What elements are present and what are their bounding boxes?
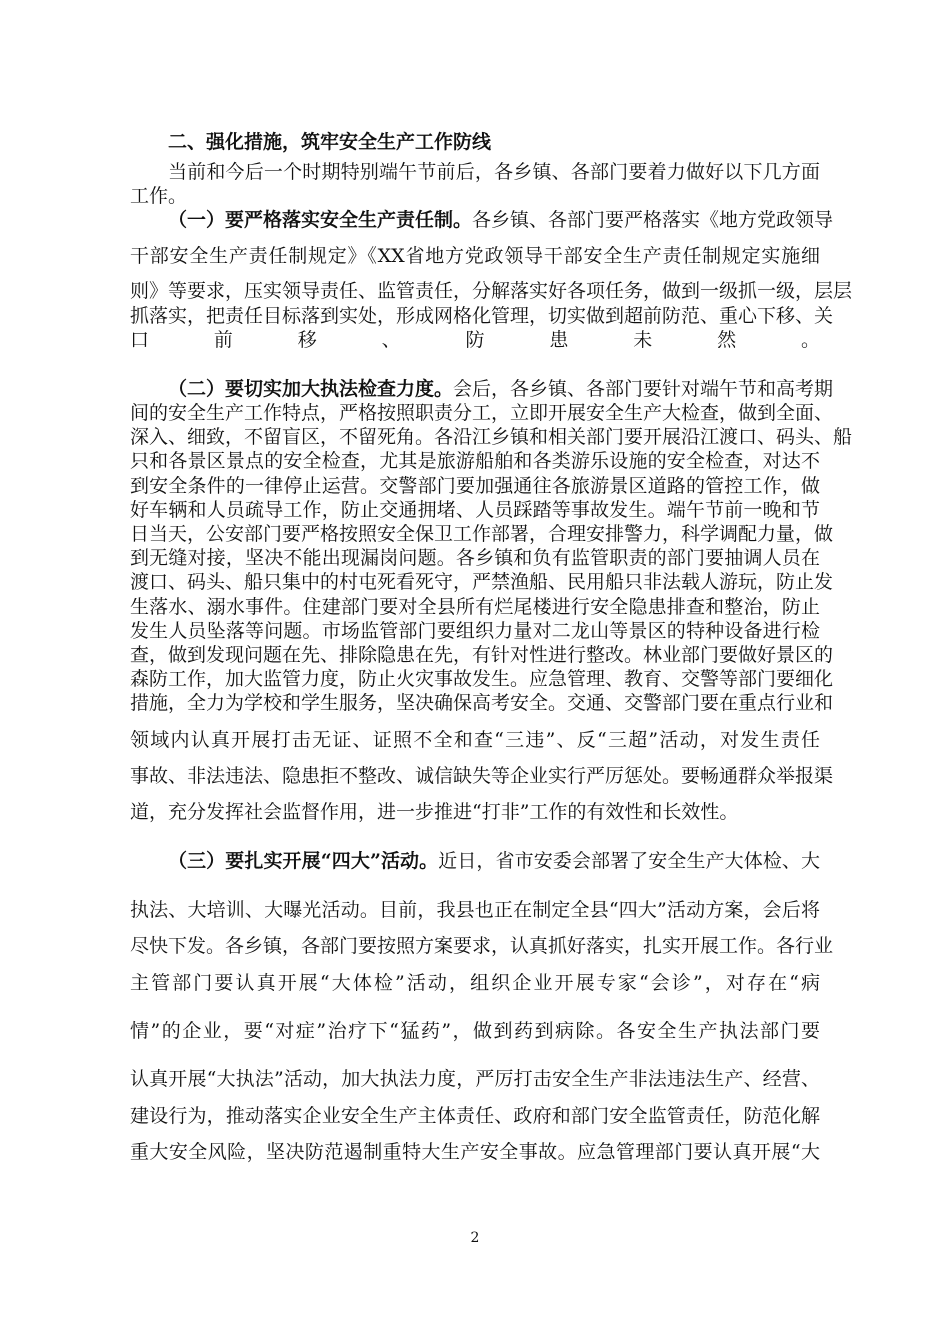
section2-line: 间的安全生产工作特点，严格按照职责分工，立即开展安全生产大检查，做到全面、 [130, 402, 834, 424]
section2-line: 日当天，公安部门要严格按照安全保卫工作部署，合理安排警力，科学调配力量，做 [130, 523, 834, 545]
section3-line: 尽快下发。各乡镇，各部门要按照方案要求，认真抓好落实，扎实开展工作。各行业 [130, 935, 834, 957]
section2-line: 发生人员坠落等问题。市场监管部门要组织力量对二龙山等景区的特种设备进行检 [130, 620, 820, 642]
section2-line: 森防工作，加大监管力度，防止火灾事故发生。应急管理、教育、交警等部门要细化 [130, 668, 834, 690]
section1-first-line [168, 208, 834, 232]
section2-first-rest: 会后，各乡镇、各部门要针对端午节和高考期 [453, 378, 834, 400]
section1-line: 干部安全生产责任制规定》《XX省地方党政领导干部安全生产责任制规定实施细 [130, 245, 820, 267]
section3-title: （三）要扎实开展“四大”活动。 [168, 850, 439, 872]
section3-line: 认真开展“大执法”活动，加大执法力度，严厉打击安全生产非法违法生产、经营、 [130, 1068, 820, 1090]
section-heading: 二、强化措施，筑牢安全生产工作防线 [168, 131, 492, 153]
section3-line: 情”的企业，要“对症”治疗下“猛药”，做到药到病除。各安全生产执法部门要 [130, 1020, 820, 1042]
section3-line: 建设行为，推动落实企业安全生产主体责任、政府和部门安全监管责任，防范化解 [130, 1105, 820, 1127]
section2-line: 好车辆和人员疏导工作，防止交通拥堵、人员踩踏等事故发生。端午节前一晚和节 [130, 499, 820, 521]
section3-line: 主管部门要认真开展“大体检”活动，组织企业开展专家“会诊”，对存在“病 [130, 972, 820, 994]
section2-line: 查，做到发现问题在先、排除隐患在先，有针对性进行整改。林业部门要做好景区的 [130, 644, 834, 666]
intro-line-2: 工作。 [130, 185, 188, 207]
section2-line: 领域内认真开展打击无证、证照不全和查“三违”、反“三超”活动，对发生责任 [130, 729, 820, 751]
section2-first-line [168, 377, 834, 401]
section2-line: 只和各景区景点的安全检查，尤其是旅游船舶和各类游乐设施的安全检查，对达不 [130, 450, 820, 472]
section2-title: （二）要切实加大执法检查力度。 [168, 378, 454, 400]
section2-line: 事故、非法违法、隐患拒不整改、诚信缺失等企业实行严厉惩处。要畅通群众举报渠 [130, 765, 834, 787]
section3-first-line [168, 849, 820, 873]
section2-line: 渡口、码头、船只集中的村屯死看死守，严禁渔船、民用船只非法载人游玩，防止发 [130, 571, 834, 593]
section1-title: （一）要严格落实安全生产责任制。 [168, 209, 473, 231]
section1-first-rest: 各乡镇、各部门要严格落实《地方党政领导 [472, 209, 834, 231]
section2-line: 到安全条件的一律停止运营。交警部门要加强通往各旅游景区道路的管控工作，做 [130, 475, 820, 497]
section2-line: 生落水、溺水事件。住建部门要对全县所有烂尾楼进行安全隐患排查和整治，防止 [130, 596, 820, 618]
section2-line: 到无缝对接，坚决不能出现漏岗问题。各乡镇和负有监管职责的部门要抽调人员在 [130, 547, 820, 569]
section2-line: 措施，全力为学校和学生服务，坚决确保高考安全。交通、交警部门要在重点行业和 [130, 692, 834, 714]
section1-line: 则》等要求，压实领导责任、监管责任，分解落实好各项任务，做到一级抓一级，层层 [130, 280, 853, 302]
page-number: 2 [470, 1230, 480, 1246]
section2-line: 道，充分发挥社会监督作用，进一步推进“打非”工作的有效性和长效性。 [130, 801, 739, 823]
section2-line: 深入、细致，不留盲区，不留死角。各沿江乡镇和相关部门要开展沿江渡口、码头、船 [130, 426, 853, 448]
section3-line: 执法、大培训、大曝光活动。目前，我县也正在制定全县“四大”活动方案，会后将 [130, 899, 820, 921]
section3-first-rest: 近日，省市安委会部署了安全生产大体检、大 [438, 850, 820, 872]
section1-line: 抓落实，把责任目标落到实处，形成网格化管理，切实做到超前防范、重心下移、关 [130, 305, 834, 327]
section3-line: 重大安全风险，坚决防范遏制重特大生产安全事故。应急管理部门要认真开展“大 [130, 1141, 820, 1163]
section1-line: 口前移、防患未然。 [130, 329, 820, 351]
intro-line-1: 当前和今后一个时期特别端午节前后，各乡镇、各部门要着力做好以下几方面 [168, 161, 820, 183]
